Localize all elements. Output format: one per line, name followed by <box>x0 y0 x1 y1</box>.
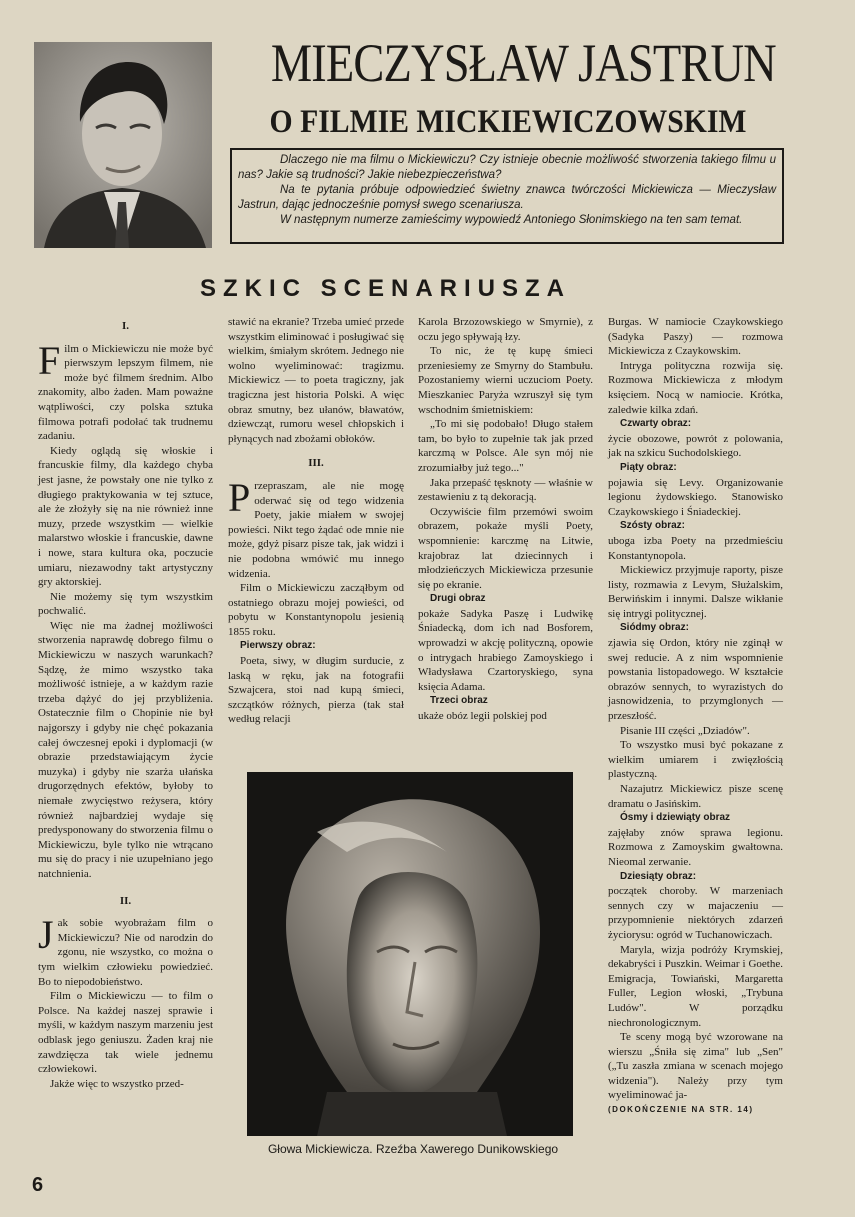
page-number: 6 <box>32 1174 44 1196</box>
paragraph: Pisanie III części „Dziadów". <box>620 724 750 737</box>
paragraph: pojawia się Levy. Organizowanie legionu żydowskiego. Stanowisko Czaykowskiego i Śniadeckiej. <box>608 476 783 518</box>
paragraph: Burgas. W namiocie Czaykowskiego (Sadyka Paszy) — rozmowa Mickiewicza z Czaykowskim. <box>608 316 783 358</box>
scene-heading: Drugi obraz <box>430 593 486 605</box>
paragraph: „To mi się podobało! Długo stałem tam, bo było to zupełnie tak jak przed karczmą w Polsce. Ale syn mój nie zrozumiałby już tego..." <box>418 418 593 474</box>
paragraph: Jaka przepaść tęsknoty — właśnie w zestawieniu z tą dekoracją. <box>418 476 593 504</box>
paragraph: Maryla, wizja podróży Krymskiej, dekabryści i Puszkin. Weimar i Goethe. Emigracja, Towiański, Margaretta Fuller, Legion włoski, „Trybuna Ludów". W porządku niechronologicznym. <box>608 943 783 1029</box>
scene-heading: Dziesiąty obraz: <box>620 870 697 882</box>
intro-box <box>238 153 776 228</box>
paragraph: uboga izba Poety na przedmieściu Konstantynopola. <box>608 534 783 562</box>
paragraph: Więc nie ma żadnej możliwości stworzenia naprawdę dobrego filmu o Mickiewiczu w naszych warunkach? Sądzę, że mimo wszystko taka możliwość istnieje, a w każdym razie trzeba dążyć do jej przybliżenia. Ostatecznie film o Chopinie nie był najgorszy i gdyby nie chęć pokazania całej ówczesnej epoki i dyplomacji (w obrazie przedstawiającym życie muzyka) i gdyby nie szarża ułańska drugorzędnych efektów, byłoby to niemałe zwycięstwo reżysera, który również najbardziej wydaje się predysponowany do stworzenia filmu o Mickiewiczu, byle tylko nie wtrącano mu się do pracy i nie uzupełniano jego natchnienia. <box>38 619 213 880</box>
section-number: I. <box>121 320 130 332</box>
photo-caption: Głowa Mickiewicza. Rzeźba Xawerego Dunikowskiego <box>267 1142 559 1156</box>
scene-heading: Czwarty obraz: <box>620 418 692 430</box>
article-title: MIECZYSŁAW JASTRUN <box>270 33 776 93</box>
intro-paragraph: Dlaczego nie ma filmu o Mickiewiczu? Czy istnieje obecnie możliwość stworzenia takiego filmu u nas? Jakie są trudności? Jakie niebezpieczeństwa? <box>238 154 776 181</box>
paragraph: Film o Mickiewiczu — to film o Polsce. Na każdej naszej sprawie i myśli, w każdym naszym marzeniu jest odblask jego geniuszu. Żaden kraj nie zawdzięcza tak wiele jednemu człowiekowi. <box>38 990 213 1076</box>
paragraph: stawić na ekranie? Trzeba umieć przede wszystkim eliminować i posługiwać się wielkim, śmiałym skrótem. Jednego nie wolno wyeliminować: tragizmu. Mickiewicz — to poeta tragiczny, jak tragiczna jest historia Polski. A więc obraz smutny, bez ułanów, bławatów, dziewcząt, rumoru wesel chłopskich i płynących nad zbożami obłoków. <box>228 316 404 445</box>
drop-cap: F <box>38 337 61 383</box>
paragraph: Nie możemy się tym wszystkim pochwalić. <box>38 590 213 618</box>
text-column-3 <box>418 315 593 724</box>
paragraph: życie obozowe, powrót z polowania, jak na szkicu Suchodolskiego. <box>608 432 783 460</box>
paragraph: zajęłaby znów sprawa legionu. Rozmowa z Zamoyskim gwałtowna. Nieomal zerwanie. <box>608 826 783 868</box>
paragraph: Kiedy oglądą się włoskie i francuskie filmy, dla każdego chyba jest jasne, że powstały one nie tylko z długiego praktykowania w tej sztuce, ale że złożyły się na nie również inne muzy, przede wszystkim — wielkie malarstwo włoskie i francuskie, dawne i nowe, stara kultura oka, poczucie umiaru, niezawodny takt artystyczny gry aktorskiej. <box>38 444 213 589</box>
paragraph: ak sobie wyobrażam film o Mickiewiczu? Nie od narodzin do zgonu, nie wszystko, co można o tym wielkim człowieku powiedzieć. Bo to niepodobieństwo. <box>38 917 213 988</box>
scene-heading: Pierwszy obraz: <box>240 640 316 652</box>
paragraph: ukaże obóz legii polskiej pod <box>418 710 547 723</box>
text-column-4 <box>608 315 783 1118</box>
paragraph: Nazajutrz Mickiewicz pisze scenę dramatu o Jasińskim. <box>608 783 783 810</box>
text-column-1 <box>38 315 213 1091</box>
section-number: II. <box>119 894 132 907</box>
scene-heading: Piąty obraz: <box>620 461 677 473</box>
scene-heading: Ósmy i dziewiąty obraz <box>620 812 731 824</box>
drop-cap: P <box>228 474 251 520</box>
paragraph: Film o Mickiewiczu zacząłbym od ostatniego obrazu mojej powieści, od pobytu w Konstantynopolu jesienią 1855 roku. <box>228 582 404 638</box>
paragraph: Te sceny mogą być wzorowane na wierszu „Śniła się zima" lub „Sen" („Tu zaszła zmiana w scenach mojego widzenia"). Należy przy tym wyeliminować ja- <box>608 1031 783 1102</box>
section-title: SZKIC SCENARIUSZA <box>200 275 572 302</box>
paragraph: zjawia się Ordon, który nie zginął w swej reducie. A z nim wspomnienie powstania listopadowego. W kształcie obrazów sennych, to wyrazistych do jasnowidzenia, to przymglonych — przeszłość. <box>608 637 783 723</box>
paragraph: początek choroby. W marzeniach sennych czy w majaczeniu — przypomnienie niektórych zdarzeń życiorysu: ogród w Tuchanowiczach. <box>608 885 783 941</box>
paragraph: Mickiewicz przyjmuje raporty, pisze listy, rozmawia z Levym, Służalskim, Berwińskim i innymi. Dalsze wikłanie się intrygi politycznej. <box>608 564 783 620</box>
paragraph: Oczywiście film przemówi swoim obrazem, pokaże myśli Poety, wspomnienie: karczmę na Litwie, krajobraz lat dziecinnych i młodzieńczych Mickiewicza przesunie się po ekranie. <box>418 505 593 591</box>
paragraph: ilm o Mickiewiczu nie może być pierwszym lepszym filmem, nie może być filmem średnim. Albo znakomity, albo żaden. Mam poważne wątpliwości, czy polska sztuka filmowa potrafi podołać tak trudnemu zadaniu. <box>38 342 213 443</box>
paragraph: Jakże więc to wszystko przed- <box>50 1077 184 1090</box>
scene-heading: Trzeci obraz <box>430 695 488 707</box>
drop-cap: J <box>38 912 54 958</box>
intro-paragraph: Na te pytania próbuje odpowiedzieć świetny znawca twórczości Mickiewicza — Mieczysław Jastrun, dając jednocześnie pomysł swego scenariusza. <box>238 184 776 211</box>
scene-heading: Siódmy obraz: <box>620 622 689 634</box>
text-column-2 <box>228 315 404 727</box>
paragraph: Karola Brzozowskiego w Smyrnie), z oczu jego spływają łzy. <box>418 316 593 343</box>
paragraph: Poeta, siwy, w długim surducie, z laską w ręku, jak na fotografii Szwajcera, stoi nad kupą śmieci, szczątków różnych, pierza (tak stał według relacji <box>228 655 404 726</box>
article-subtitle: O FILMIE MICKIEWICZOWSKIM <box>269 104 747 140</box>
section-number: III. <box>308 457 324 470</box>
paragraph: Intryga polityczna rozwija się. Rozmowa Mickiewicza z młodym księciem. Nocą w namiocie. Krótka, zaledwie kilka zdań. <box>608 359 783 416</box>
paragraph: To nic, że tę kupę śmieci przeniesiemy ze Smyrny do Stambułu. Pozostaniemy wierni uczuciom Poety. Mieszkaniec Paryża wzruszył się tym wschodnim śmietniskiem: <box>418 345 593 416</box>
sculpture-photo <box>247 772 573 1136</box>
intro-paragraph: W następnym numerze zamieścimy wypowiedź Antoniego Słonimskiego na ten sam temat. <box>280 214 743 226</box>
continued-note: (DOKOŃCZENIE NA STR. 14) <box>608 1105 754 1115</box>
author-portrait <box>34 42 212 248</box>
paragraph: To wszystko musi być pokazane z wielkim umiarem i zwięzłością plastyczną. <box>608 739 783 781</box>
scene-heading: Szósty obraz: <box>620 520 686 532</box>
paragraph: pokaże Sadyka Paszę i Ludwikę Śniadecką, dom ich nad Bosforem, wprowadzi w akcję polityczną, opowie o intrygach hrabiego Zamoyskiego i Władysława Czartoryskiego, syna księcia Adama. <box>418 607 593 693</box>
paragraph: rzepraszam, ale nie mogę oderwać się od tego widzenia Poety, jakie miałem w swojej powieści. Nikt tego żądać ode mnie nie może, gdyż pisarz pisze tak, jak widzi i nie podobna wmówić mu innego widzenia. <box>228 479 404 580</box>
